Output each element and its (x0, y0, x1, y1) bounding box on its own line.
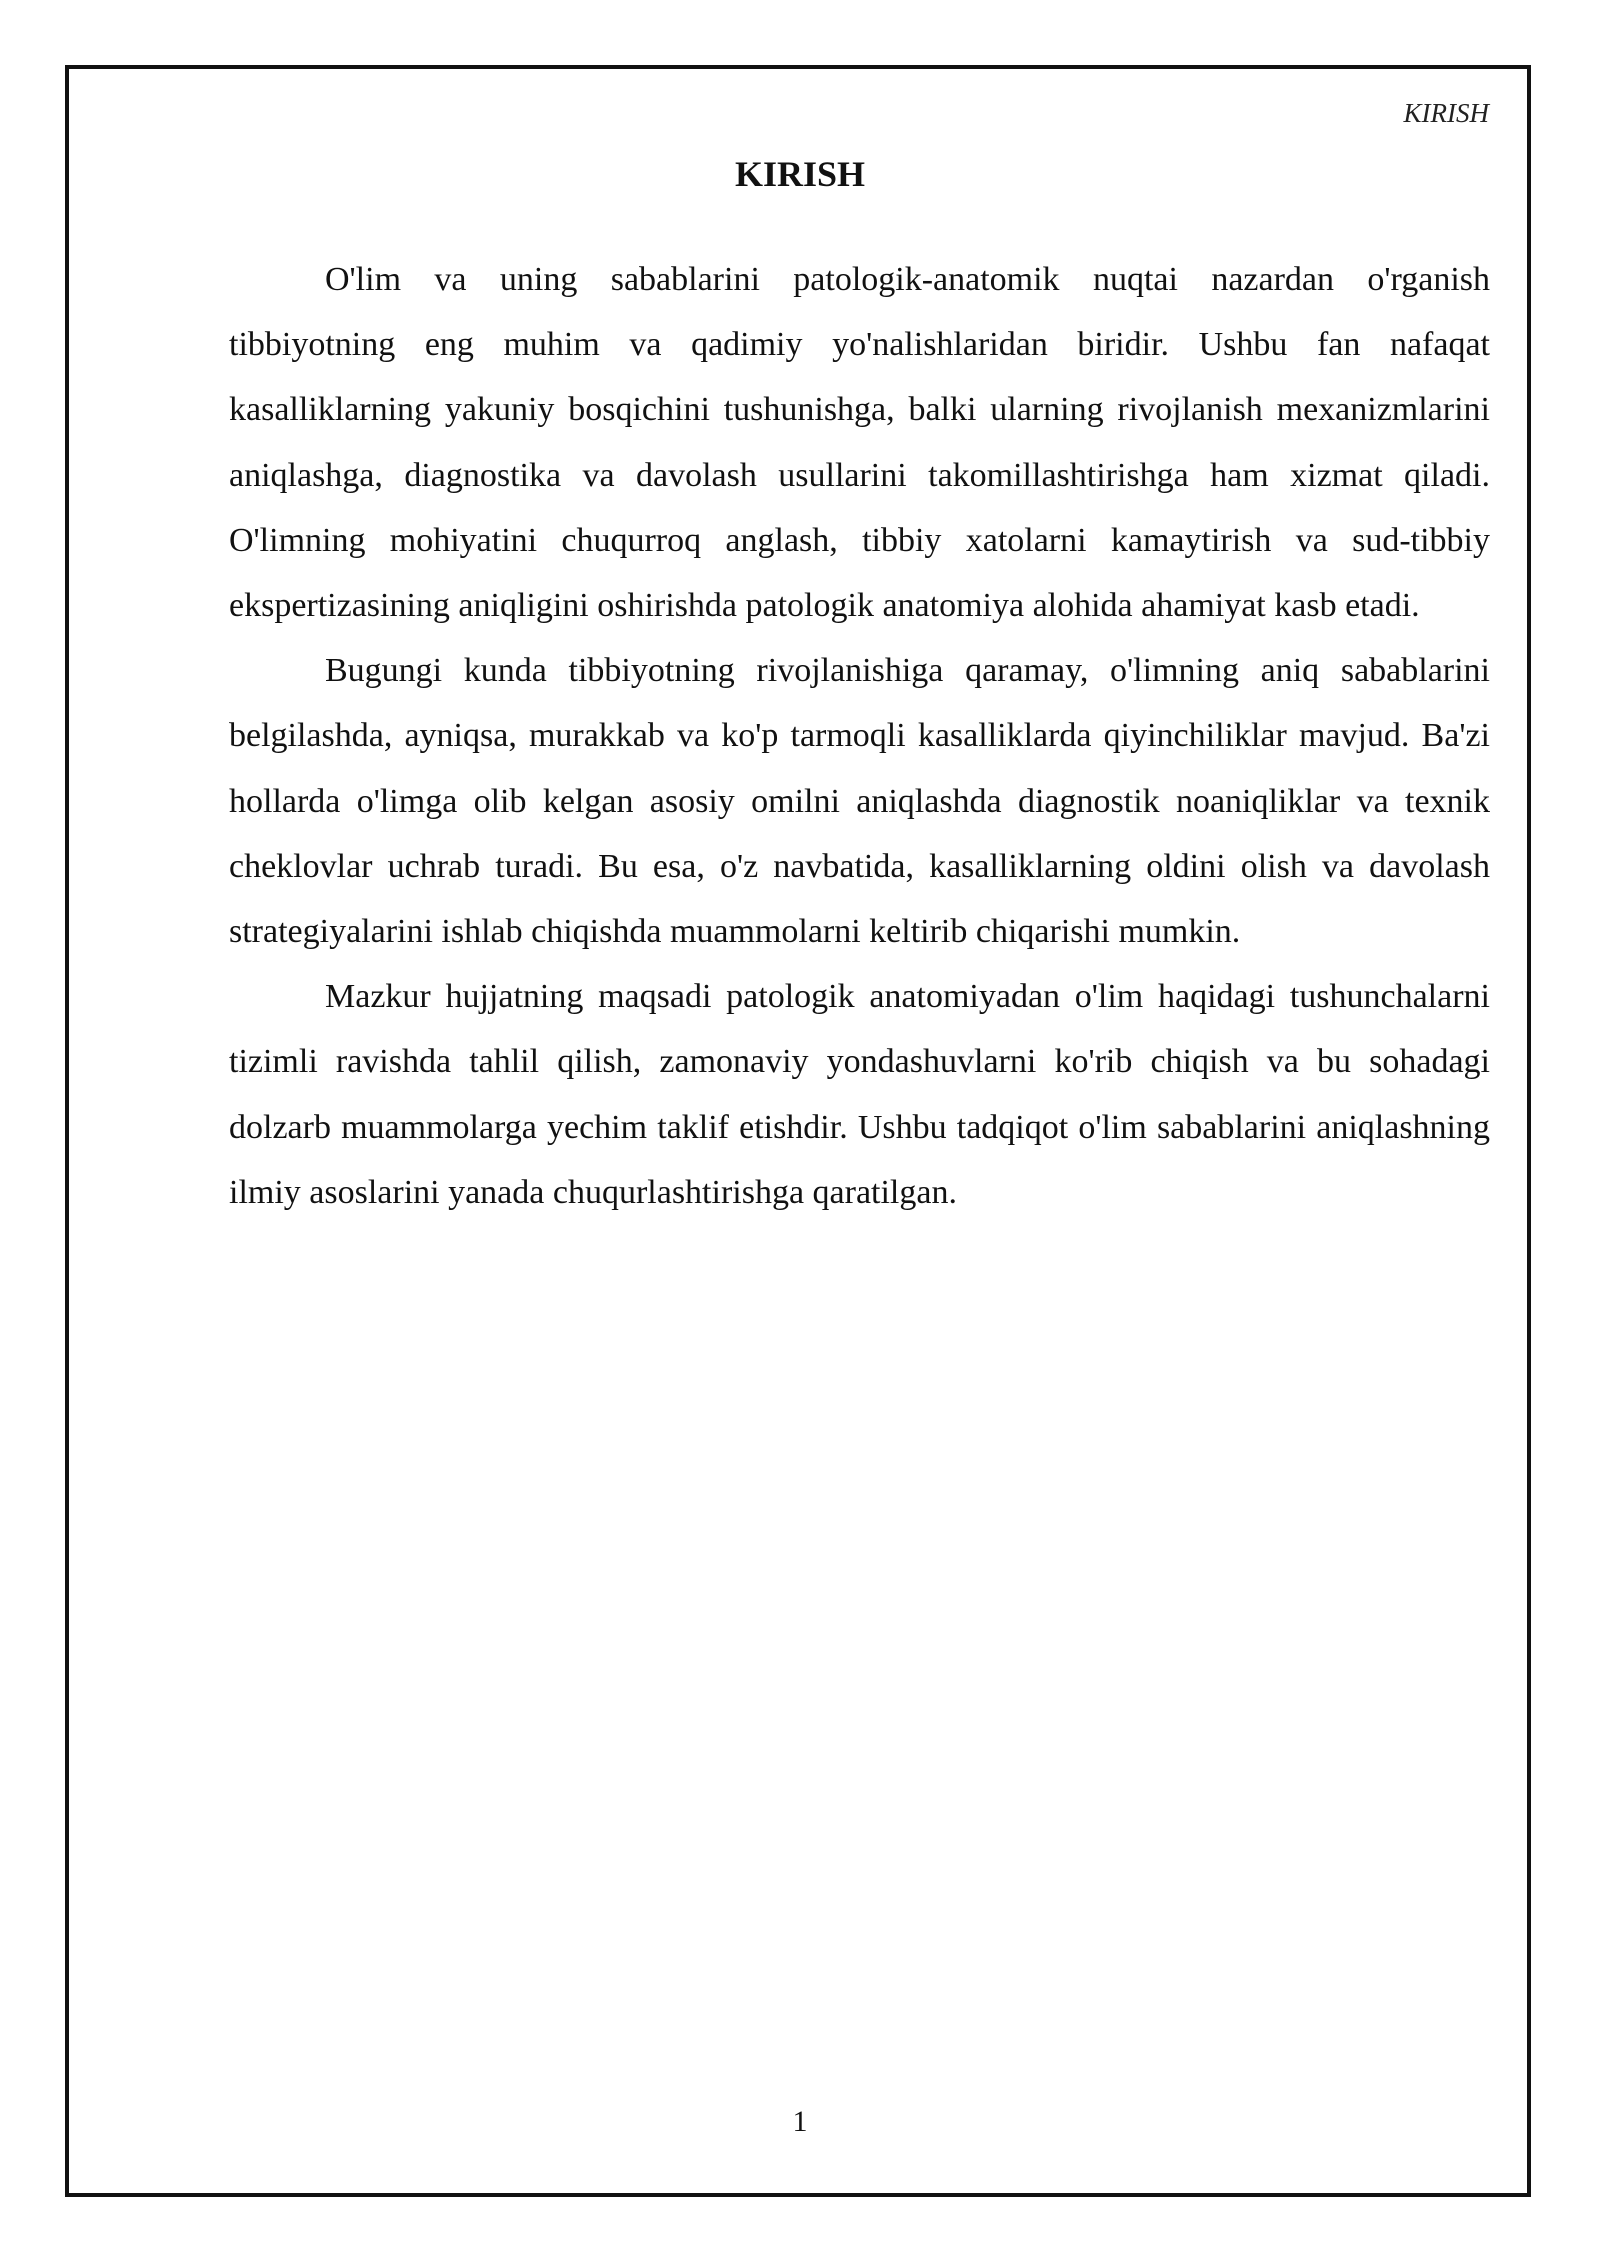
page-number: 1 (792, 2105, 808, 2138)
body-text (229, 247, 1490, 1225)
paragraph-2: Bugungi kunda tibbiyotning rivojlanishiga qaramay, o'limning aniq sabablarini belgilashda, ayniqsa, murakkab va ko'p tarmoqli kasalliklarda qiyinchiliklar mavjud. Ba'zi hollarda o'limga olib kelgan asosiy omilni aniqlashda diagnostik noaniqliklar va texnik cheklovlar uchrab turadi. Bu esa, o'z navbatida, kasalliklarning oldini olish va davolash strategiyalarini ishlab chiqishda muammolarni keltirib chiqarishi mumkin. (229, 652, 1490, 951)
paragraph-1: O'lim va uning sabablarini patologik-anatomik nuqtai nazardan o'rganish tibbiyotning eng muhim va qadimiy yo'nalishlaridan biridir. Ushbu fan nafaqat kasalliklarning yakuniy bosqichini tushunishga, balki ularning rivojlanish mexanizmlarini aniqlashga, diagnostika va davolash usullarini takomillashtirishga ham xizmat qiladi. O'limning mohiyatini chuqurroq anglash, tibbiy xatolarni kamaytirish va sud-tibbiy ekspertizasining aniqligini oshirishda patologik anatomiya alohida ahamiyat kasb etadi. (229, 261, 1490, 625)
paragraph-3: Mazkur hujjatning maqsadi patologik anatomiyadan o'lim haqidagi tushunchalarni tizimli ravishda tahlil qilish, zamonaviy yondashuvlarni ko'rib chiqish va bu sohadagi dolzarb muammolarga yechim taklif etishdir. Ushbu tadqiqot o'lim sabablarini aniqlashning ilmiy asoslarini yanada chuqurlashtirishga qaratilgan. (229, 978, 1490, 1211)
page-title: KIRISH (734, 154, 866, 194)
running-header: KIRISH (1403, 98, 1489, 128)
